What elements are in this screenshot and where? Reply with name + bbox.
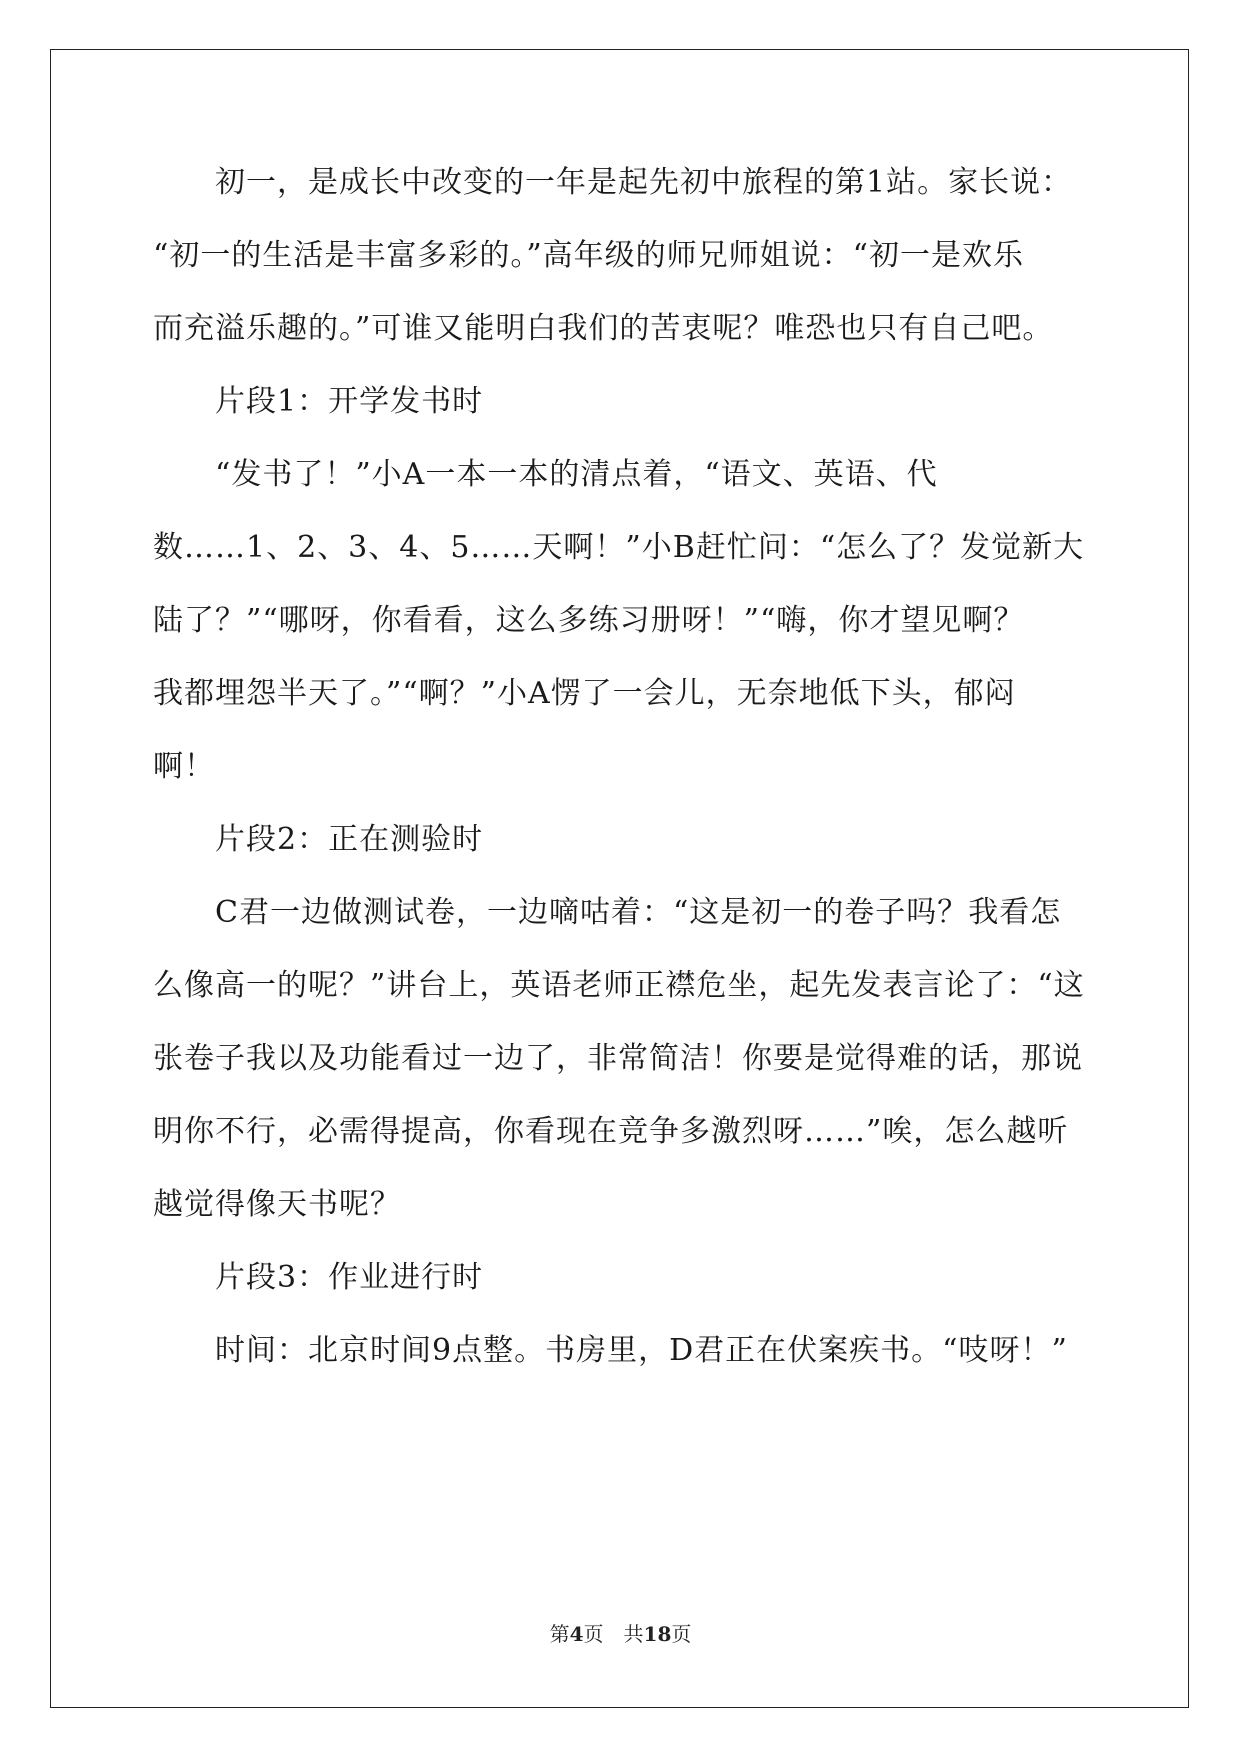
paragraph-line: 陆了？”“哪呀，你看看，这么多练习册呀！”“嗨，你才望见啊？ (153, 603, 1025, 638)
footer-suffix: 页 (671, 1622, 692, 1646)
total-pages: 18 (643, 1622, 672, 1646)
paragraph-line: 啊！ (153, 749, 215, 784)
paragraph-line: 么像高一的呢？”讲台上，英语老师正襟危坐，起先发表言论了：“这 (153, 968, 1085, 1003)
paragraph-line: 数……1、2、3、4、5……天啊！”小B赶忙问：“怎么了？发觉新大 (153, 530, 1085, 565)
section-heading: 片段3：作业进行时 (215, 1260, 484, 1295)
paragraph-line: 时间：北京时间9点整。书房里，D君正在伏案疾书。“吱呀！” (215, 1333, 1068, 1368)
paragraph-line: 初一，是成长中改变的一年是起先初中旅程的第1站。家长说： (215, 165, 1073, 200)
paragraph-line: 我都埋怨半天了。”“啊？”小A愣了一会儿，无奈地低下头，郁闷 (153, 676, 1016, 711)
paragraph-line: “发书了！”小A一本一本的清点着，“语文、英语、代 (215, 457, 938, 492)
paragraph-line: 张卷子我以及功能看过一边了，非常简洁！你要是觉得难的话，那说 (153, 1041, 1083, 1076)
page-number: 4 (569, 1622, 584, 1646)
paragraph-line: 越觉得像天书呢？ (153, 1187, 401, 1222)
paragraph-line: “初一的生活是丰富多彩的。”高年级的师兄师姐说：“初一是欢乐 (153, 238, 1025, 273)
section-heading: 片段2：正在测验时 (215, 822, 484, 857)
footer-prefix: 第 (549, 1622, 570, 1646)
section-heading: 片段1：开学发书时 (215, 384, 484, 419)
footer-mid: 页 共 (583, 1622, 644, 1646)
paragraph-line: C君一边做测试卷，一边嘀咕着：“这是初一的卷子吗？我看怎 (215, 895, 1062, 930)
page-border (50, 49, 1189, 1708)
page-footer (0, 1618, 1241, 1647)
paragraph-line: 明你不行，必需得提高，你看现在竞争多激烈呀……”唉，怎么越听 (153, 1114, 1069, 1149)
paragraph-line: 而充溢乐趣的。”可谁又能明白我们的苦衷呢？唯恐也只有自己吧。 (153, 311, 1054, 346)
